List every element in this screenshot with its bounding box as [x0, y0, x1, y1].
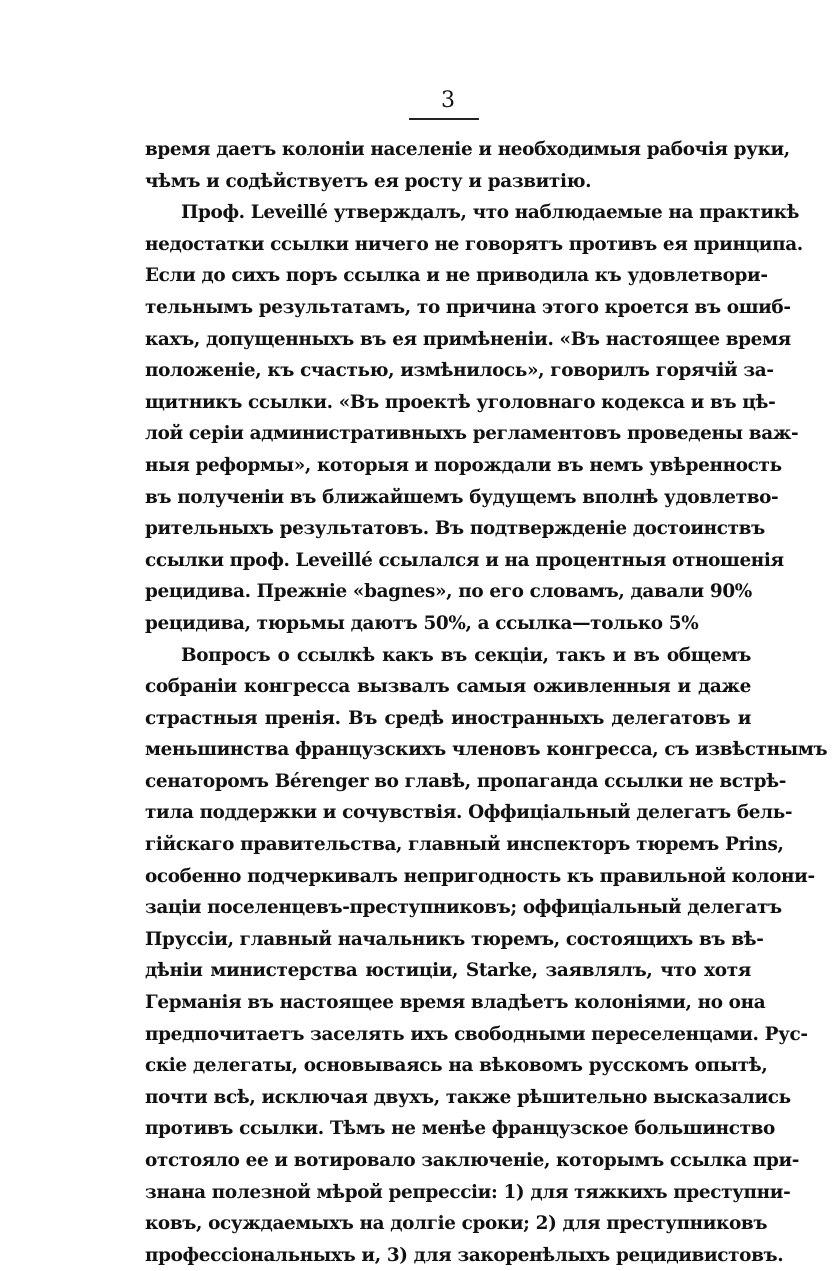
text-line: меньшинства французскихъ членовъ конгресса, съ извѣстнымъ [145, 734, 751, 766]
text-line: Пруссіи, главный начальникъ тюремъ, состоящихъ въ вѣ- [145, 924, 751, 956]
text-line: въ полученіи въ ближайшемъ будущемъ вполнѣ удовлетво- [145, 482, 751, 514]
text-line: почти всѣ, исключая двухъ, также рѣшительно высказались [145, 1082, 751, 1114]
text-line: собраніи конгресса вызвалъ самыя оживленныя и даже [145, 671, 751, 703]
text-line: дѣніи министерства юстиціи, Starke, заявлялъ, что хотя [145, 955, 751, 987]
text-line: чѣмъ и содѣйствуетъ ея росту и развитію. [145, 166, 751, 198]
text-line: время даетъ колоніи населеніе и необходимыя рабочія руки, [145, 134, 751, 166]
text-line: предпочитаетъ заселять ихъ свободными переселенцами. Рус- [145, 1019, 751, 1051]
text-line: рецидива, тюрьмы даютъ 50%, а ссылка—только 5% [145, 608, 751, 640]
text-line: ныя реформы», которыя и порождали въ немъ увѣренность [145, 450, 751, 482]
text-line: скіе делегаты, основываясь на вѣковомъ русскомъ опытѣ, [145, 1050, 751, 1082]
text-line: Проф. Leveillé утверждалъ, что наблюдаемые на практикѣ [145, 197, 751, 229]
text-line: ссылки проф. Leveillé ссылался и на процентныя отношенія [145, 545, 751, 577]
text-line: рецидива. Прежніе «bagnes», по его словамъ, давали 90% [145, 576, 751, 608]
text-line: особенно подчеркивалъ непригодность къ правильной колони- [145, 861, 751, 893]
paragraph [145, 640, 751, 1271]
text-line: тельнымъ результатамъ, то причина этого кроется въ ошиб- [145, 292, 751, 324]
text-line: Вопросъ о ссылкѣ какъ въ секціи, такъ и въ общемъ [145, 640, 751, 672]
text-line: ковъ, осуждаемыхъ на долгіе сроки; 2) для преступниковъ [145, 1208, 751, 1240]
text-line: положеніе, къ счастью, измѣнилось», говорилъ горячій за- [145, 355, 751, 387]
text-line: Германія въ настоящее время владѣетъ колоніями, но она [145, 987, 751, 1019]
text-line: гійскаго правительства, главный инспекторъ тюремъ Prins, [145, 829, 751, 861]
text-line: лой серіи административныхъ регламентовъ проведены важ- [145, 418, 751, 450]
body-text [145, 134, 751, 1271]
text-line: щитникъ ссылки. «Въ проектѣ уголовнаго кодекса и въ цѣ- [145, 387, 751, 419]
text-line: рительныхъ результатовъ. Въ подтвержденіе достоинствъ [145, 513, 751, 545]
text-line: сенаторомъ Bérenger во главѣ, пропаганда ссылки не встрѣ- [145, 766, 751, 798]
text-line: недостатки ссылки ничего не говорятъ противъ ея принципа. [145, 229, 751, 261]
paragraph [145, 197, 751, 639]
text-line: кахъ, допущенныхъ въ ея примѣненіи. «Въ настоящее время [145, 324, 751, 356]
text-line: профессіональныхъ и, 3) для закоренѣлыхъ рецидивистовъ. [145, 1240, 751, 1271]
book-page [145, 88, 751, 1271]
text-line: страстныя пренія. Въ средѣ иностранныхъ делегатовъ и [145, 703, 751, 735]
text-line: противъ ссылки. Тѣмъ не менѣе французское большинство [145, 1113, 751, 1145]
text-line: Если до сихъ поръ ссылка и не приводила къ удовлетвори- [145, 260, 751, 292]
text-line: отстояло ее и вотировало заключеніе, которымъ ссылка при- [145, 1145, 751, 1177]
text-line: заціи поселенцевъ-преступниковъ; оффиціальный делегатъ [145, 892, 751, 924]
paragraph [145, 134, 751, 197]
page-number-rule [409, 118, 479, 120]
text-line: тила поддержки и сочувствія. Оффиціальный делегатъ бель- [145, 797, 751, 829]
page-number: 3 [145, 88, 751, 114]
text-line: знана полезной мѣрой репрессіи: 1) для тяжкихъ преступни- [145, 1177, 751, 1209]
